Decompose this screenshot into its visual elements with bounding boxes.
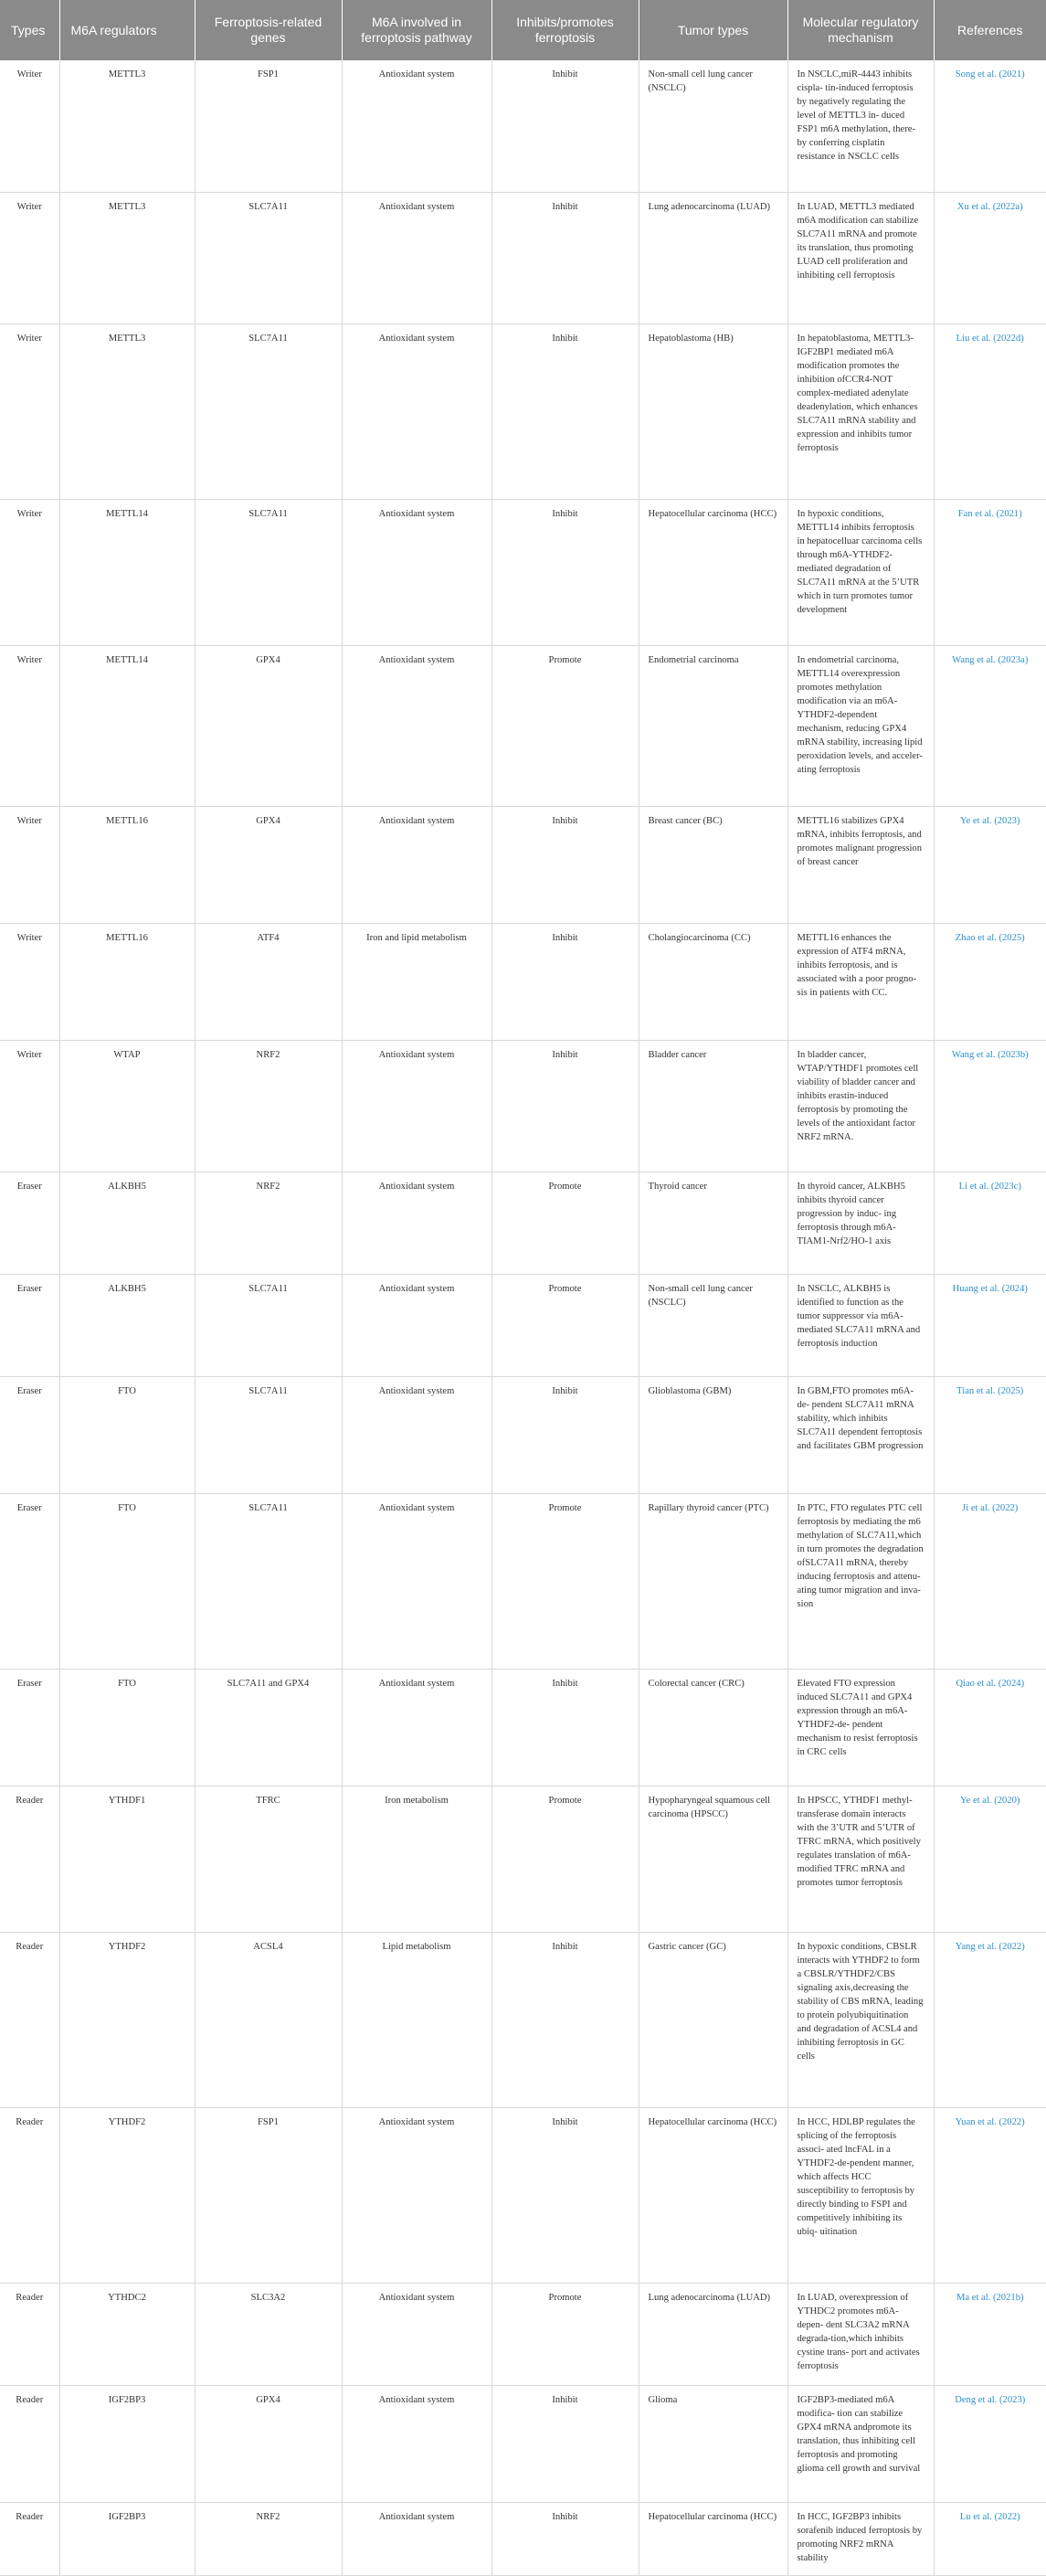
cell-mechanism: In endometrial carcinoma, METTL14 overexpression promotes methylation modification via an m6A-YTHDF2-dependent mechanism, reducing GPX4 mRNA stability, increasing lipid peroxidation levels, and acceler- ating ferroptosis [787,645,934,806]
table-body [0,60,1046,2575]
cell-mechanism: In GBM,FTO promotes m6A-de- pendent SLC7A11 mRNA stability, which inhibits SLC7A11 dependent ferroptosis and facilitates GBM progression [787,1376,934,1493]
cell-mechanism: In LUAD, METTL3 mediated m6A modification can stabilize SLC7A11 mRNA and promote its translation, thus promoting LUAD cell proliferation and inhibiting cell ferroptosis [787,192,934,323]
cell-gene: NRF2 [195,2502,342,2575]
cell-effect: Inhibit [491,2107,639,2283]
cell-type: Reader [0,1932,59,2107]
cell-tumor: Glioblastoma (GBM) [639,1376,787,1493]
cell-tumor: Cholangiocarcinoma (CC) [639,923,787,1040]
cell-type: Writer [0,1040,59,1171]
table-row [0,60,1046,192]
cell-type: Eraser [0,1669,59,1786]
cell-tumor: Thyroid cancer [639,1171,787,1274]
cell-regulator: METTL3 [59,60,195,192]
table-row [0,806,1046,923]
cell-type: Reader [0,1786,59,1932]
cell-regulator: METTL16 [59,806,195,923]
cell-regulator: YTHDF2 [59,1932,195,2107]
cell-gene: SLC7A11 [195,1274,342,1376]
cell-mechanism: In LUAD, overexpression of YTHDC2 promotes m6A-depen- dent SLC3A2 mRNA degrada-tion,which inhibits cystine trans- port and activates ferroptosis [787,2283,934,2385]
cell-type: Writer [0,323,59,499]
cell-mechanism: METTL16 stabilizes GPX4 mRNA, inhibits ferroptosis, and promotes malignant progression of breast cancer [787,806,934,923]
cell-regulator: IGF2BP3 [59,2502,195,2575]
cell-tumor: Non-small cell lung cancer (NSCLC) [639,60,787,192]
cell-mechanism: In hypoxic conditions, METTL14 inhibits ferroptosis in hepatocelluar carcinoma cells through m6A-YTHDF2-mediated degradation of SLC7A11 mRNA at the 5’UTR which in turn promotes tumor development [787,499,934,645]
cell-gene: GPX4 [195,2385,342,2502]
cell-gene: SLC7A11 [195,499,342,645]
cell-type: Reader [0,2502,59,2575]
cell-tumor: Hepatocellular carcinoma (HCC) [639,2502,787,2575]
cell-type: Reader [0,2385,59,2502]
cell-pathway: Antioxidant system [342,323,491,499]
cell-tumor: Non-small cell lung cancer (NSCLC) [639,1274,787,1376]
cell-pathway: Antioxidant system [342,1040,491,1171]
cell-reference[interactable]: Deng et al. (2023) [934,2385,1046,2502]
table-row [0,323,1046,499]
cell-regulator: FTO [59,1493,195,1669]
cell-pathway: Antioxidant system [342,806,491,923]
cell-mechanism: Elevated FTO expression induced SLC7A11 and GPX4 expression through an m6A-YTHDF2-de- pendent mechanism to resist ferroptosis in CRC cells [787,1669,934,1786]
cell-reference[interactable]: Liu et al. (2022d) [934,323,1046,499]
cell-type: Eraser [0,1171,59,1274]
cell-effect: Inhibit [491,806,639,923]
cell-pathway: Antioxidant system [342,2107,491,2283]
cell-regulator: ALKBH5 [59,1171,195,1274]
cell-effect: Inhibit [491,2385,639,2502]
cell-mechanism: In HCC, HDLBP regulates the splicing of the ferroptosis associ- ated lncFAL in a YTHDF2-de-pendent manner, which affects HCC susceptibility to ferroptosis by directly binding to FSPI and competitively inhibiting its ubiq- uitination [787,2107,934,2283]
cell-reference[interactable]: Ye et al. (2023) [934,806,1046,923]
table-row [0,923,1046,1040]
table-row [0,1376,1046,1493]
cell-mechanism: In bladder cancer, WTAP/YTHDF1 promotes cell viability of bladder cancer and inhibits erastin-induced ferroptosis by promoting the levels of the antioxidant factor NRF2 mRNA. [787,1040,934,1171]
cell-mechanism: In HCC, IGF2BP3 inhibits sorafenib induced ferroptosis by promoting NRF2 mRNA stability [787,2502,934,2575]
cell-pathway: Antioxidant system [342,1669,491,1786]
cell-gene: SLC3A2 [195,2283,342,2385]
header-regulators: M6A regulators [59,0,195,60]
cell-mechanism: In thyroid cancer, ALKBH5 inhibits thyroid cancer progression by induc- ing ferroptosis through m6A-TIAM1-Nrf2/HO-1 axis [787,1171,934,1274]
cell-type: Eraser [0,1376,59,1493]
cell-reference[interactable]: Xu et al. (2022a) [934,192,1046,323]
cell-effect: Promote [491,1786,639,1932]
cell-tumor: Bladder cancer [639,1040,787,1171]
header-genes: Ferroptosis-related genes [195,0,342,60]
cell-gene: GPX4 [195,806,342,923]
cell-tumor: Breast cancer (BC) [639,806,787,923]
cell-gene: SLC7A11 [195,1493,342,1669]
cell-reference[interactable]: Qiao et al. (2024) [934,1669,1046,1786]
cell-gene: SLC7A11 [195,1376,342,1493]
cell-reference[interactable]: Lu et al. (2022) [934,2502,1046,2575]
table-row [0,1171,1046,1274]
cell-tumor: Endometrial carcinoma [639,645,787,806]
cell-regulator: FTO [59,1376,195,1493]
cell-reference[interactable]: Ji et al. (2022) [934,1493,1046,1669]
header-tumor: Tumor types [639,0,787,60]
cell-gene: NRF2 [195,1040,342,1171]
cell-gene: SLC7A11 [195,323,342,499]
cell-pathway: Antioxidant system [342,645,491,806]
cell-mechanism: In hypoxic conditions, CBSLR interacts with YTHDF2 to form a CBSLR/YTHDF2/CBS signaling axis,decreasing the stability of CBS mRNA, leading to protein polyubiquitination and degradation of ACSL4 and inhibiting ferroptosis in GC cells [787,1932,934,2107]
table-row [0,1274,1046,1376]
cell-regulator: YTHDF1 [59,1786,195,1932]
cell-pathway: Antioxidant system [342,1274,491,1376]
header-effect: Inhibits/promotes ferroptosis [491,0,639,60]
cell-reference[interactable]: Ye et al. (2020) [934,1786,1046,1932]
cell-reference[interactable]: Song et al. (2021) [934,60,1046,192]
cell-effect: Inhibit [491,1376,639,1493]
cell-gene: NRF2 [195,1171,342,1274]
cell-pathway: Antioxidant system [342,499,491,645]
cell-effect: Promote [491,1274,639,1376]
cell-pathway: Iron and lipid metabolism [342,923,491,1040]
cell-tumor: Lung adenocarcinoma (LUAD) [639,2283,787,2385]
cell-type: Writer [0,806,59,923]
cell-type: Writer [0,192,59,323]
cell-mechanism: In NSCLC,miR-4443 inhibits cispla- tin-induced ferroptosis by negatively regulating the level of METTL3 in- duced FSP1 m6A methylation, there-by conferring cisplatin resistance in NSCLC cells [787,60,934,192]
cell-reference[interactable]: Fan et al. (2021) [934,499,1046,645]
cell-reference[interactable]: Zhao et al. (2025) [934,923,1046,1040]
cell-type: Reader [0,2283,59,2385]
cell-reference[interactable]: Ma et al. (2021b) [934,2283,1046,2385]
cell-pathway: Iron metabolism [342,1786,491,1932]
cell-effect: Inhibit [491,192,639,323]
cell-gene: FSP1 [195,2107,342,2283]
cell-mechanism: In PTC, FTO regulates PTC cell ferroptosis by mediating the m6 methylation of SLC7A11,which in turn promotes the degradation ofSLC7A11 mRNA, thereby inducing ferroptosis and attenu- ating tumor migration and inva- sion [787,1493,934,1669]
cell-effect: Inhibit [491,923,639,1040]
cell-type: Writer [0,645,59,806]
cell-reference[interactable]: Yang et al. (2022) [934,1932,1046,2107]
cell-tumor: Gastric cancer (GC) [639,1932,787,2107]
cell-reference[interactable]: Huang et al. (2024) [934,1274,1046,1376]
cell-effect: Inhibit [491,1932,639,2107]
cell-pathway: Antioxidant system [342,192,491,323]
cell-regulator: METTL14 [59,645,195,806]
cell-effect: Inhibit [491,1669,639,1786]
cell-regulator: FTO [59,1669,195,1786]
cell-regulator: IGF2BP3 [59,2385,195,2502]
table-row [0,645,1046,806]
cell-tumor: Hepatoblastoma (HB) [639,323,787,499]
cell-effect: Inhibit [491,499,639,645]
cell-tumor: Hypopharyngeal squamous cell carcinoma (HPSCC) [639,1786,787,1932]
cell-pathway: Antioxidant system [342,60,491,192]
cell-pathway: Antioxidant system [342,1376,491,1493]
cell-effect: Promote [491,2283,639,2385]
header-types: Types [0,0,59,60]
cell-effect: Promote [491,1171,639,1274]
cell-effect: Promote [491,645,639,806]
cell-regulator: METTL14 [59,499,195,645]
cell-reference[interactable]: Wang et al. (2023b) [934,1040,1046,1171]
cell-tumor: Glioma [639,2385,787,2502]
cell-tumor: Rapillary thyroid cancer (PTC) [639,1493,787,1669]
cell-mechanism: In HPSCC, YTHDF1 methyl- transferase domain interacts with the 3’UTR and 5’UTR of TFRC mRNA, which positively regulates translation of m6A-modified TFRC mRNA and promotes tumor ferroptosis [787,1786,934,1932]
cell-type: Writer [0,499,59,645]
cell-tumor: Colorectal cancer (CRC) [639,1669,787,1786]
cell-gene: GPX4 [195,645,342,806]
cell-reference[interactable]: Tian et al. (2025) [934,1376,1046,1493]
table-row [0,1669,1046,1786]
cell-mechanism: In NSCLC, ALKBH5 is identified to function as the tumor suppressor via m6A-mediated SLC7A11 mRNA and ferroptosis induction [787,1274,934,1376]
cell-regulator: WTAP [59,1040,195,1171]
cell-gene: SLC7A11 and GPX4 [195,1669,342,1786]
cell-type: Eraser [0,1493,59,1669]
table-row [0,2385,1046,2502]
table-row [0,499,1046,645]
cell-pathway: Lipid metabolism [342,1932,491,2107]
cell-reference[interactable]: Li et al. (2023c) [934,1171,1046,1274]
table-row [0,1786,1046,1932]
cell-regulator: METTL16 [59,923,195,1040]
cell-tumor: Lung adenocarcinoma (LUAD) [639,192,787,323]
cell-type: Writer [0,923,59,1040]
cell-type: Writer [0,60,59,192]
table-row [0,2283,1046,2385]
cell-reference[interactable]: Wang et al. (2023a) [934,645,1046,806]
cell-tumor: Hepatocellular carcinoma (HCC) [639,499,787,645]
header-mechanism: Molecular regulatory mechanism [787,0,934,60]
cell-type: Eraser [0,1274,59,1376]
cell-effect: Inhibit [491,60,639,192]
cell-regulator: YTHDF2 [59,2107,195,2283]
header-refs: References [934,0,1046,60]
table-row [0,1040,1046,1171]
cell-regulator: METTL3 [59,192,195,323]
table-row [0,2502,1046,2575]
table-row [0,1932,1046,2107]
table-row [0,192,1046,323]
cell-effect: Promote [491,1493,639,1669]
cell-pathway: Antioxidant system [342,1171,491,1274]
cell-effect: Inhibit [491,323,639,499]
table-header [0,0,1046,60]
cell-mechanism: IGF2BP3-mediated m6A modifica- tion can stabilize GPX4 mRNA andpromote its translation, thus inhibiting cell ferroptosis and promoting glioma cell growth and survival [787,2385,934,2502]
cell-tumor: Hepatocellular carcinoma (HCC) [639,2107,787,2283]
header-pathway: M6A involved in ferroptosis pathway [342,0,491,60]
table-row [0,1493,1046,1669]
cell-effect: Inhibit [491,2502,639,2575]
cell-regulator: ALKBH5 [59,1274,195,1376]
cell-pathway: Antioxidant system [342,2502,491,2575]
cell-gene: ATF4 [195,923,342,1040]
cell-pathway: Antioxidant system [342,2385,491,2502]
cell-gene: FSP1 [195,60,342,192]
cell-gene: ACSL4 [195,1932,342,2107]
cell-type: Reader [0,2107,59,2283]
cell-pathway: Antioxidant system [342,2283,491,2385]
table-row [0,2107,1046,2283]
cell-gene: SLC7A11 [195,192,342,323]
cell-mechanism: METTL16 enhances the expression of ATF4 mRNA, inhibits ferroptosis, and is associated with a poor progno- sis in patients with CC. [787,923,934,1040]
cell-regulator: METTL3 [59,323,195,499]
cell-effect: Inhibit [491,1040,639,1171]
cell-gene: TFRC [195,1786,342,1932]
cell-mechanism: In hepatoblastoma, METTL3-IGF2BP1 mediated m6A modification promotes the inhibition ofCCR4-NOT complex-mediated adenylate deadenylation, which enhances SLC7A11 mRNA stability and expression and inhibits tumor ferroptosis [787,323,934,499]
cell-reference[interactable]: Yuan et al. (2022) [934,2107,1046,2283]
cell-regulator: YTHDC2 [59,2283,195,2385]
cell-pathway: Antioxidant system [342,1493,491,1669]
